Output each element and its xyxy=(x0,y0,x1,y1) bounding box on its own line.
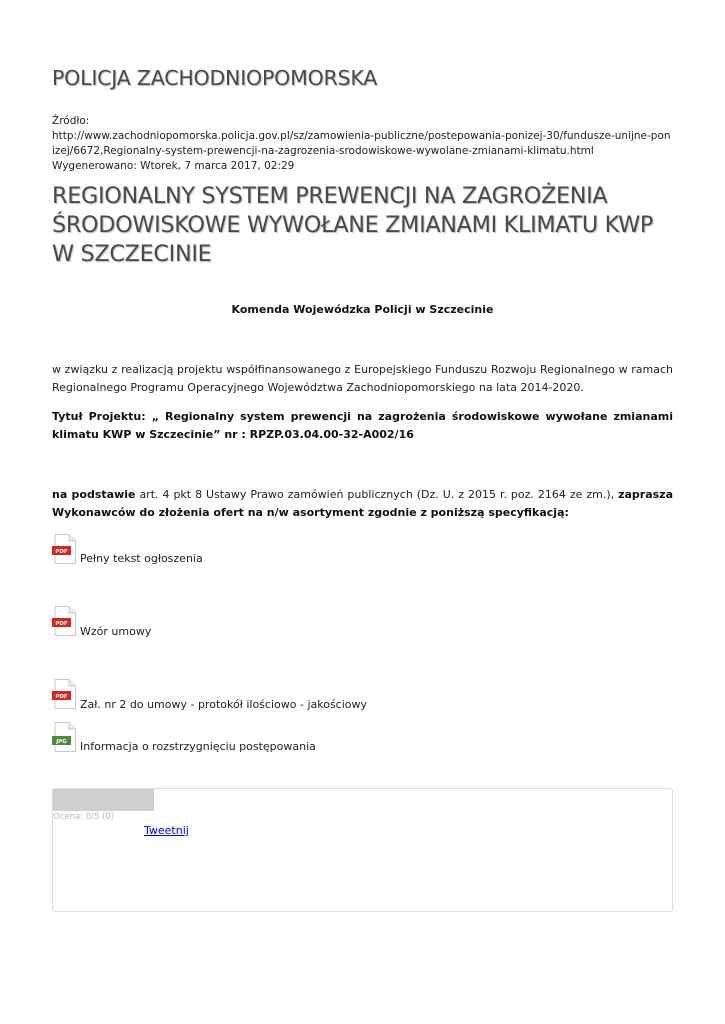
attachment-label[interactable]: Pełny tekst ogłoszenia xyxy=(80,552,203,565)
rating-stars[interactable] xyxy=(53,789,154,811)
source-metadata xyxy=(52,114,673,174)
attachment-item[interactable] xyxy=(52,534,673,564)
site-title: POLICJA ZACHODNIOPOMORSKA xyxy=(52,66,378,90)
generated-date: Wygenerowano: Wtorek, 7 marca 2017, 02:29 xyxy=(52,160,295,172)
attachment-item[interactable] xyxy=(52,679,673,709)
attachment-item[interactable] xyxy=(52,606,673,636)
project-title-paragraph: Tytuł Projektu: „ Regionalny system prewencji na zagrożenia środowiskowe wywołane zmianami klimatu KWP w Szczecinie” nr : RPZP.03.04.00-32-A002/16 xyxy=(52,410,673,441)
project-context-paragraph: w związku z realizacją projektu współfinansowanego z Europejskiego Funduszu Rozwoju Regionalnego w ramach Regionalnego Programu Operacyjnego Województwa Zachodniopomorskiego na lata 2014-2020. xyxy=(52,363,673,394)
organization-name: Komenda Wojewódzka Policji w Szczecinie xyxy=(231,303,494,316)
pdf-badge-text: PDF xyxy=(55,549,68,555)
invitation-legal-basis: art. 4 pkt 8 Ustawy Prawo zamówień publicznych (Dz. U. z 2015 r. poz. 2164 ze zm.), xyxy=(135,488,619,501)
source-url: http://www.zachodniopomorska.policja.gov.pl/sz/zamowienia-publiczne/postepowania-ponizej-30/fundusze-unijne-ponizej/6672,Regionalny-system-prewencji-na-zagrozenia-srodowiskowe-wywolane-zmianami-klimatu.html xyxy=(52,130,671,157)
pdf-file-icon xyxy=(52,679,76,709)
source-label: Źródło: xyxy=(52,115,90,127)
rating-share-box xyxy=(52,788,673,912)
article-title: REGIONALNY SYSTEM PREWENCJI NA ZAGROŻENIA ŚRODOWISKOWE WYWOŁANE ZMIANAMI KLIMATU KWP W SZCZECINIE xyxy=(52,183,654,267)
pdf-badge-text: PDF xyxy=(55,694,68,700)
rating-text: Ocena: 0/5 (0) xyxy=(53,812,115,822)
attachment-label[interactable]: Zał. nr 2 do umowy - protokół ilościowo - jakościowy xyxy=(80,698,368,711)
attachment-label[interactable]: Informacja o rozstrzygnięciu postępowania xyxy=(80,740,316,753)
attachment-label[interactable]: Wzór umowy xyxy=(80,625,152,638)
jpg-file-icon xyxy=(52,722,76,752)
pdf-badge-text: PDF xyxy=(55,621,68,627)
invitation-paragraph xyxy=(52,486,673,522)
invitation-lead: na podstawie xyxy=(52,488,136,501)
tweet-link[interactable]: Tweetnij xyxy=(144,824,189,837)
invitation-tail: zaprasza Wykonawców do złożenia ofert na n/w asortyment zgodnie z poniższą specyfikacją: xyxy=(52,488,673,519)
pdf-file-icon xyxy=(52,606,76,636)
pdf-file-icon xyxy=(52,534,76,564)
jpg-badge-text: JPG xyxy=(56,739,67,745)
attachment-item[interactable] xyxy=(52,722,673,752)
